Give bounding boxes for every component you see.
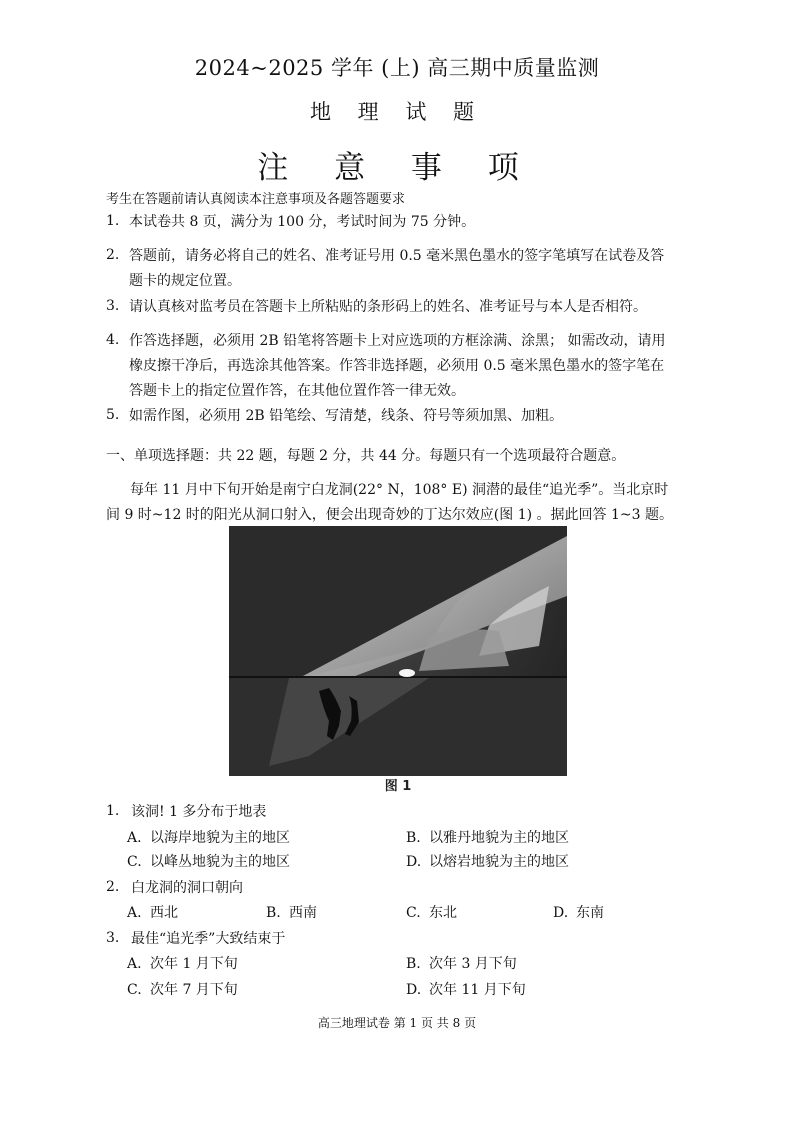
- subject-title: 地 理 试 题: [309, 100, 485, 124]
- option-label: A.: [127, 830, 142, 846]
- notice-item-line: 题卡的规定位置。: [129, 273, 241, 289]
- notice-item-number: 5.: [106, 407, 120, 423]
- option-label: A.: [127, 905, 142, 921]
- notice-item-number: 3.: [106, 298, 120, 314]
- option-text: 次年 7 月下旬: [150, 982, 238, 998]
- page-footer: 高三地理试卷 第 1 页 共 8 页: [317, 1016, 477, 1030]
- option-label: D.: [406, 982, 422, 998]
- question-number: 3.: [106, 930, 120, 946]
- notice-item-number: 2.: [106, 247, 120, 263]
- option-label: D.: [406, 854, 422, 870]
- option-label: C.: [406, 905, 421, 921]
- question-number: 2.: [106, 879, 120, 895]
- notice-item-line: 本试卷共 8 页，满分为 100 分，考试时间为 75 分钟。: [129, 214, 476, 230]
- passage-line: 间 9 时~12 时的阳光从洞口射入，便会出现奇妙的丁达尔效应(图 1) 。据此回答 1~3 题。: [106, 507, 673, 523]
- option-text: 以海岸地貌为主的地区: [150, 830, 290, 846]
- option-text: 次年 3 月下旬: [429, 956, 517, 972]
- option-label: C.: [127, 982, 142, 998]
- question-stem: 该洞! 1 多分布于地表: [131, 804, 267, 820]
- option-text: 东南: [576, 905, 604, 921]
- exam-title: 2024~2025 学年 (上) 高三期中质量监测: [194, 56, 600, 80]
- cave-photo-illustration: [229, 526, 567, 793]
- figure-1-photo: [229, 526, 567, 793]
- notice-heading: 注 意 事 项: [257, 150, 537, 186]
- notice-item-line: 橡皮擦干净后，再选涂其他答案。作答非选择题，必须用 0.5 毫米黑色墨水的签字笔在: [129, 358, 665, 374]
- notice-item-line: 答题前，请务必将自己的姓名、准考证号用 0.5 毫米黑色墨水的签字笔填写在试卷及答: [129, 248, 665, 264]
- question-stem: 最佳“追光季”大致结束于: [131, 931, 286, 947]
- notice-item-line: 请认真核对监考员在答题卡上所粘贴的条形码上的姓名、准考证号与本人是否相符。: [129, 299, 647, 315]
- figure-caption: 图 1: [384, 779, 412, 793]
- option-text: 西北: [150, 905, 178, 921]
- option-text: 以雅丹地貌为主的地区: [429, 830, 569, 846]
- option-label: C.: [127, 854, 142, 870]
- option-text: 以峰丛地貌为主的地区: [150, 854, 290, 870]
- option-label: B.: [406, 956, 421, 972]
- option-text: 西南: [289, 905, 317, 921]
- option-label: A.: [127, 956, 142, 972]
- section-heading: 一、单项选择题：共 22 题，每题 2 分，共 44 分。每题只有一个选项最符合题意。: [106, 448, 626, 464]
- notice-item-line: 答题卡上的指定位置作答，在其他位置作答一律无效。: [129, 383, 465, 399]
- question-number: 1.: [106, 803, 120, 819]
- option-text: 次年 11 月下旬: [429, 982, 526, 998]
- option-label: B.: [406, 830, 421, 846]
- notice-item-number: 4.: [106, 332, 120, 348]
- notice-intro: 考生在答题前请认真阅读本注意事项及各题答题要求: [106, 192, 406, 207]
- notice-item-line: 如需作图，必须用 2B 铅笔绘、写清楚，线条、符号等须加黑、加粗。: [129, 408, 564, 424]
- notice-item-line: 作答选择题，必须用 2B 铅笔将答题卡上对应选项的方框涂满、涂黑； 如需改动，请用: [129, 333, 666, 349]
- option-text: 次年 1 月下旬: [150, 956, 238, 972]
- passage-line: 每年 11 月中下旬开始是南宁白龙洞(22° N，108° E) 洞潜的最佳“追光季”。当北京时: [130, 482, 669, 498]
- option-text: 东北: [429, 905, 457, 921]
- option-text: 以熔岩地貌为主的地区: [429, 854, 569, 870]
- question-stem: 白龙洞的洞口朝向: [131, 880, 243, 896]
- option-label: D.: [553, 905, 569, 921]
- notice-item-number: 1.: [106, 213, 120, 229]
- option-label: B.: [266, 905, 281, 921]
